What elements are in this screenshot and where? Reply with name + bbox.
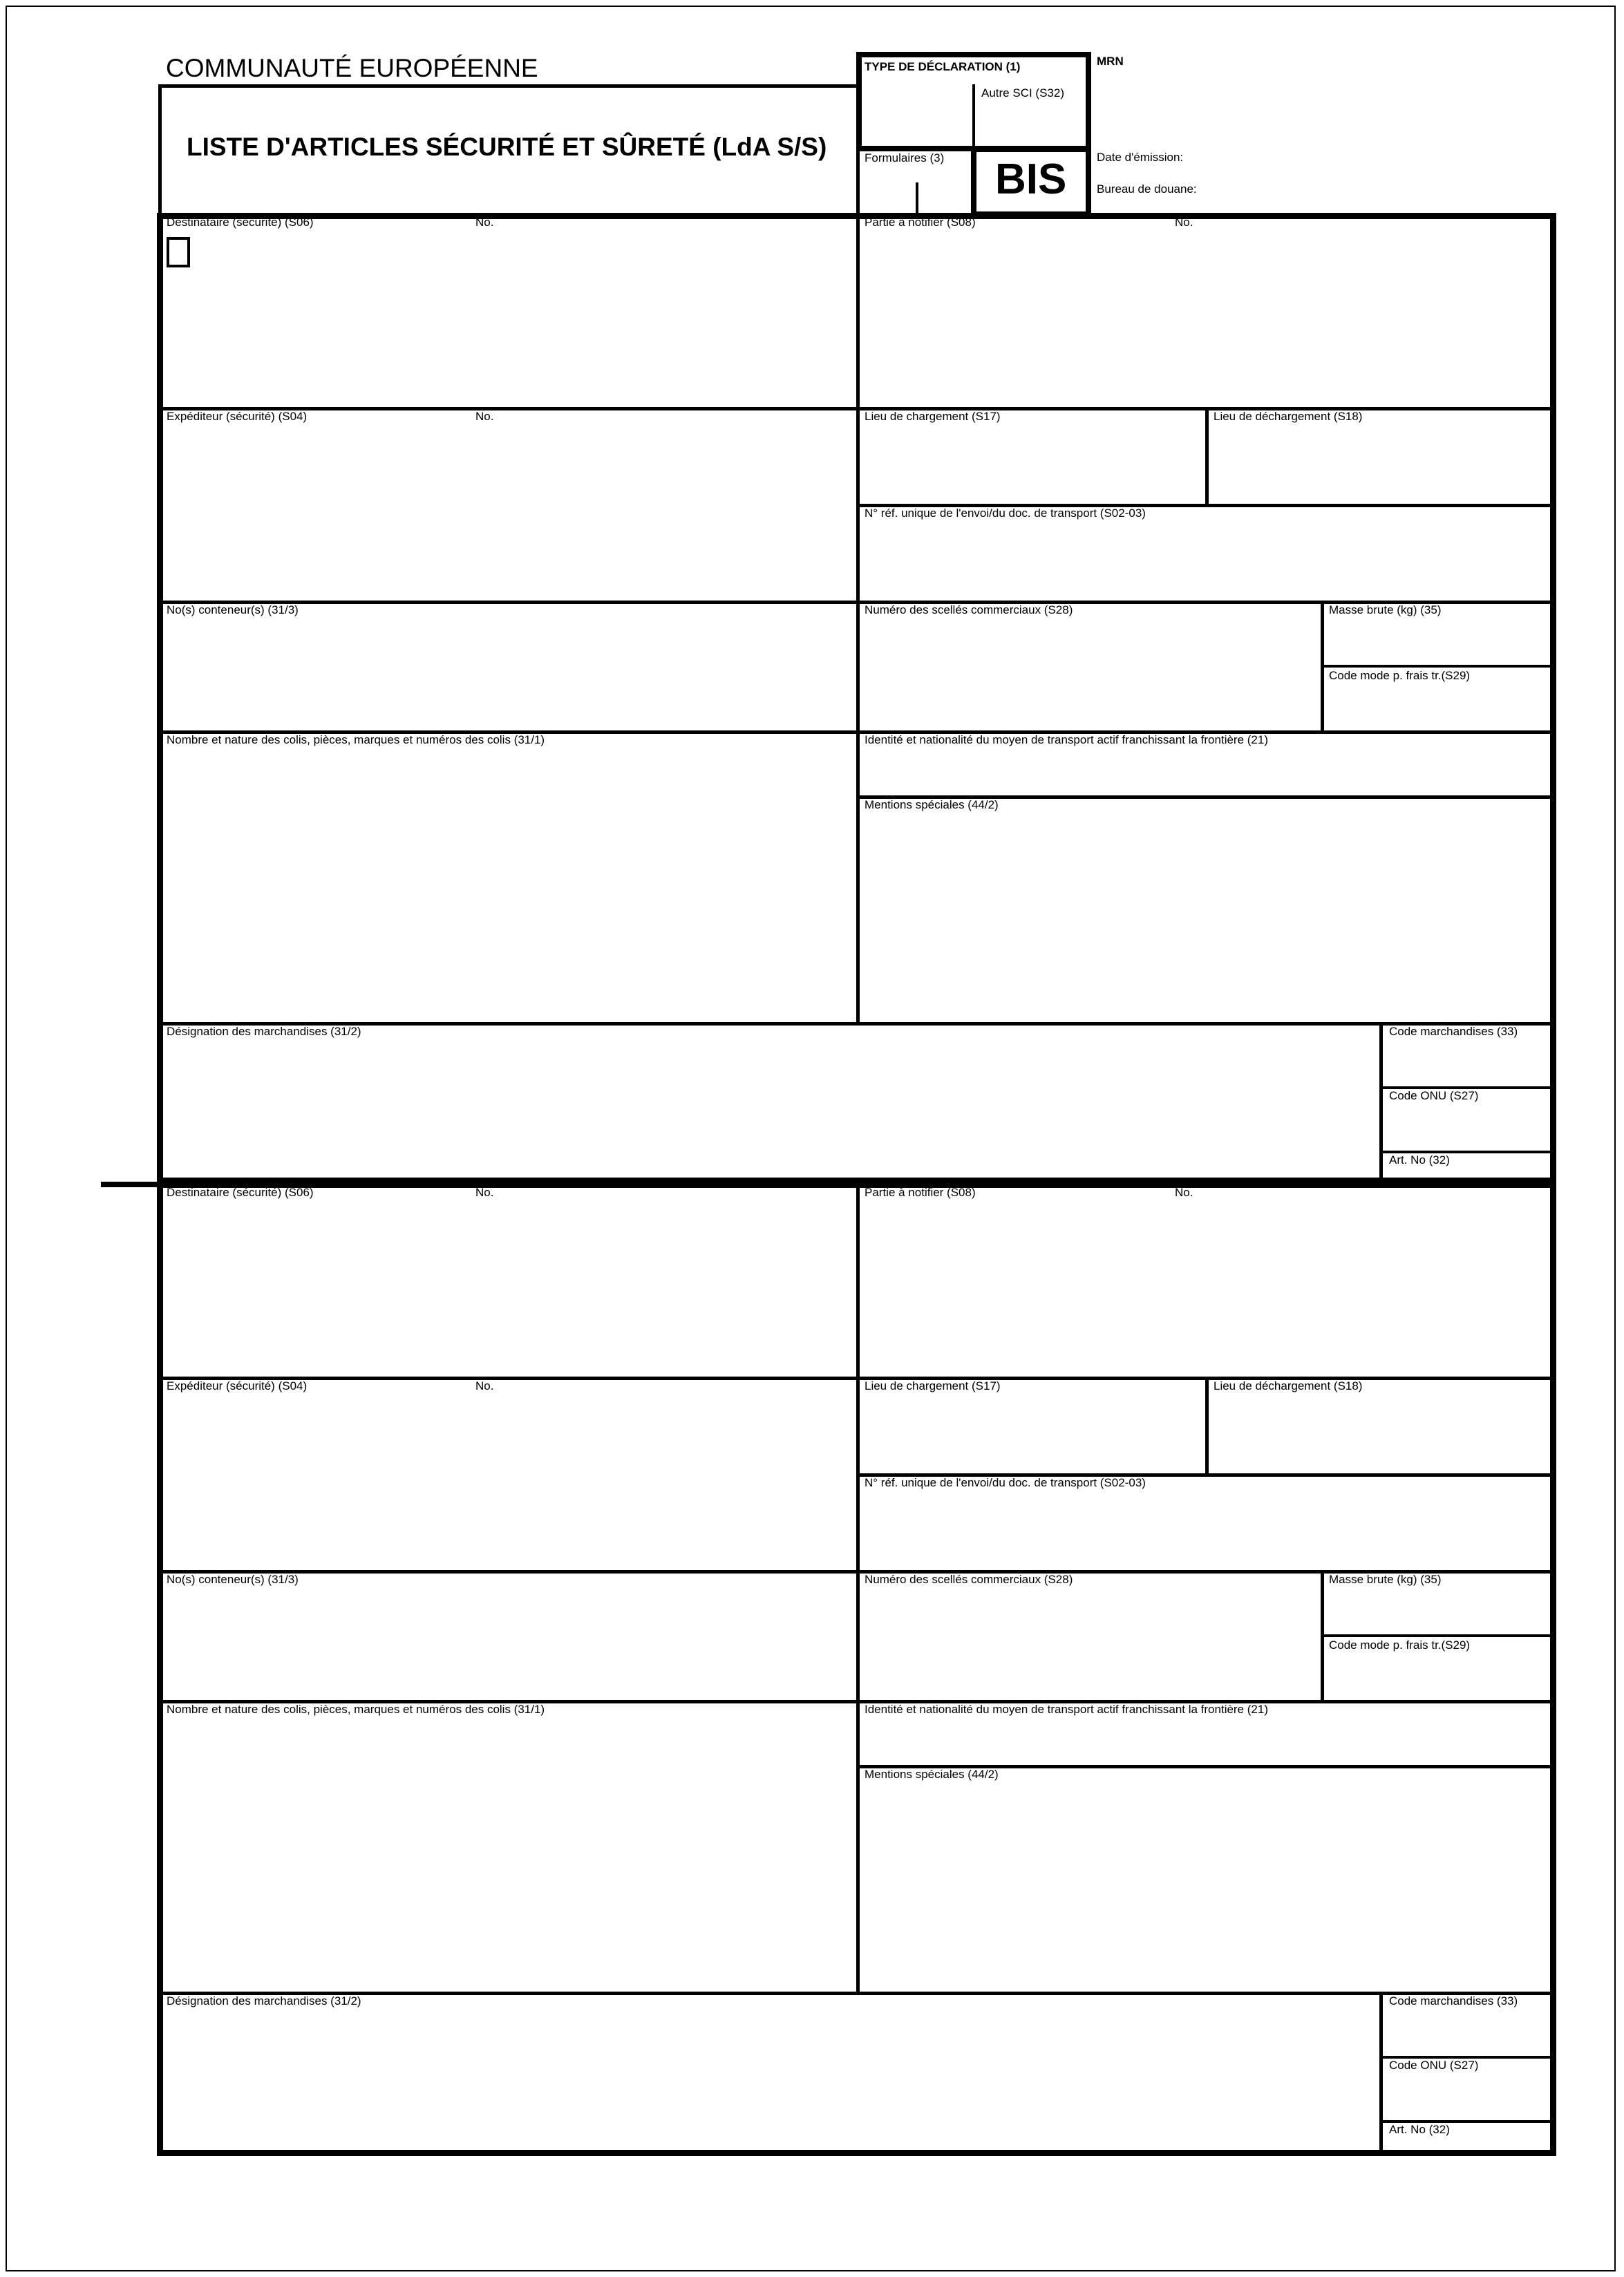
s2-special-mentions-label: Mentions spéciales (44/2) [865, 1768, 999, 1781]
s2-containers-label: No(s) conteneur(s) (31/3) [167, 1573, 299, 1586]
s1-transport-identity-label: Identité et nationalité du moyen de transport actif franchissant la frontière (21) [865, 733, 1268, 746]
s2-commodity-code-label: Code marchandises (33) [1389, 1994, 1518, 2007]
s1-containers-label: No(s) conteneur(s) (31/3) [167, 603, 299, 616]
s1-unique-ref-label: N° réf. unique de l'envoi/du doc. de transport (S02-03) [865, 507, 1146, 520]
s1-commodity-code-label: Code marchandises (33) [1389, 1025, 1518, 1038]
s2-middle-divider [856, 1182, 860, 1994]
s1-gross-mass-label: Masse brute (kg) (35) [1329, 603, 1442, 616]
s1-loading-label: Lieu de chargement (S17) [865, 410, 1001, 423]
s2-un-code-label: Code ONU (S27) [1389, 2059, 1479, 2072]
s1-hline-4 [157, 1022, 1556, 1026]
s1-payment-code-label: Code mode p. frais tr.(S29) [1329, 669, 1471, 682]
s2-hline-mass [1321, 1634, 1556, 1637]
s2-item-no-label: Art. No (32) [1389, 2123, 1450, 2136]
s2-unique-ref-label: N° réf. unique de l'envoi/du doc. de transport (S02-03) [865, 1476, 1146, 1489]
s1-notify-no-label: No. [1175, 216, 1193, 229]
issue-date-label: Date d'émission: [1097, 151, 1184, 164]
s1-checkbox[interactable] [167, 237, 190, 267]
bis-label: BIS [995, 155, 1067, 203]
s2-consignee-label: Destinataire (sécurité) (S06) [167, 1186, 314, 1199]
title-box-top-line [158, 84, 858, 88]
s2-goods-description-label: Désignation des marchandises (31/2) [167, 1994, 361, 2007]
forms-tick [916, 182, 918, 216]
s2-consignor-no-label: No. [475, 1379, 494, 1392]
s2-notify-party-label: Partie à notifier (S08) [865, 1186, 976, 1199]
s1-consignor-label: Expéditeur (sécurité) (S04) [167, 410, 308, 423]
s1-hline-mass [1321, 665, 1556, 668]
declaration-type-label: TYPE DE DÉCLARATION (1) [865, 60, 1021, 73]
s1-notify-party-label: Partie à notifier (S08) [865, 216, 976, 229]
s2-gross-mass-label: Masse brute (kg) (35) [1329, 1573, 1442, 1586]
s1-vline-goods [1379, 1022, 1383, 1184]
s1-vline-seals [1321, 601, 1324, 733]
s1-special-mentions-label: Mentions spéciales (44/2) [865, 798, 999, 811]
s1-packages-label: Nombre et nature des colis, pièces, marques et numéros des colis (31/1) [167, 733, 545, 746]
s2-transport-identity-label: Identité et nationalité du moyen de transport actif franchissant la frontière (21) [865, 1703, 1268, 1716]
s2-consignee-no-label: No. [475, 1186, 494, 1199]
s1-item-no-label: Art. No (32) [1389, 1153, 1450, 1166]
s1-unloading-label: Lieu de déchargement (S18) [1214, 410, 1363, 423]
s2-consignor-label: Expéditeur (sécurité) (S04) [167, 1379, 308, 1392]
community-title: COMMUNAUTÉ EUROPÉENNE [166, 54, 538, 82]
forms-box-left-line [856, 147, 860, 216]
s1-seals-label: Numéro des scellés commerciaux (S28) [865, 603, 1073, 616]
title-box-left-line [158, 84, 162, 216]
s1-consignor-no-label: No. [475, 410, 494, 423]
s2-seals-label: Numéro des scellés commerciaux (S28) [865, 1573, 1073, 1586]
s2-vline-loading [1205, 1377, 1209, 1476]
s2-notify-no-label: No. [1175, 1186, 1193, 1199]
s2-hline-4 [157, 1992, 1556, 1995]
s2-payment-code-label: Code mode p. frais tr.(S29) [1329, 1638, 1471, 1652]
s1-vline-loading [1205, 407, 1209, 507]
form-title: LISTE D'ARTICLES SÉCURITÉ ET SÛRETÉ (LdA S/S) [187, 133, 827, 161]
declaration-type-divider [972, 84, 975, 150]
other-sci-label: Autre SCI (S32) [981, 86, 1064, 100]
mrn-label: MRN [1097, 55, 1124, 68]
s2-vline-seals [1321, 1570, 1324, 1703]
s2-unloading-label: Lieu de déchargement (S18) [1214, 1379, 1363, 1392]
s1-un-code-label: Code ONU (S27) [1389, 1089, 1479, 1102]
s2-vline-goods [1379, 1992, 1383, 2156]
s2-loading-label: Lieu de chargement (S17) [865, 1379, 1001, 1392]
s1-goods-description-label: Désignation des marchandises (31/2) [167, 1025, 361, 1038]
forms-label: Formulaires (3) [865, 151, 945, 164]
s2-packages-label: Nombre et nature des colis, pièces, marques et numéros des colis (31/1) [167, 1703, 545, 1716]
s1-consignee-label: Destinataire (sécurité) (S06) [167, 216, 314, 229]
s1-middle-divider [856, 213, 860, 1025]
s1-consignee-no-label: No. [475, 216, 494, 229]
customs-office-label: Bureau de douane: [1097, 182, 1197, 196]
